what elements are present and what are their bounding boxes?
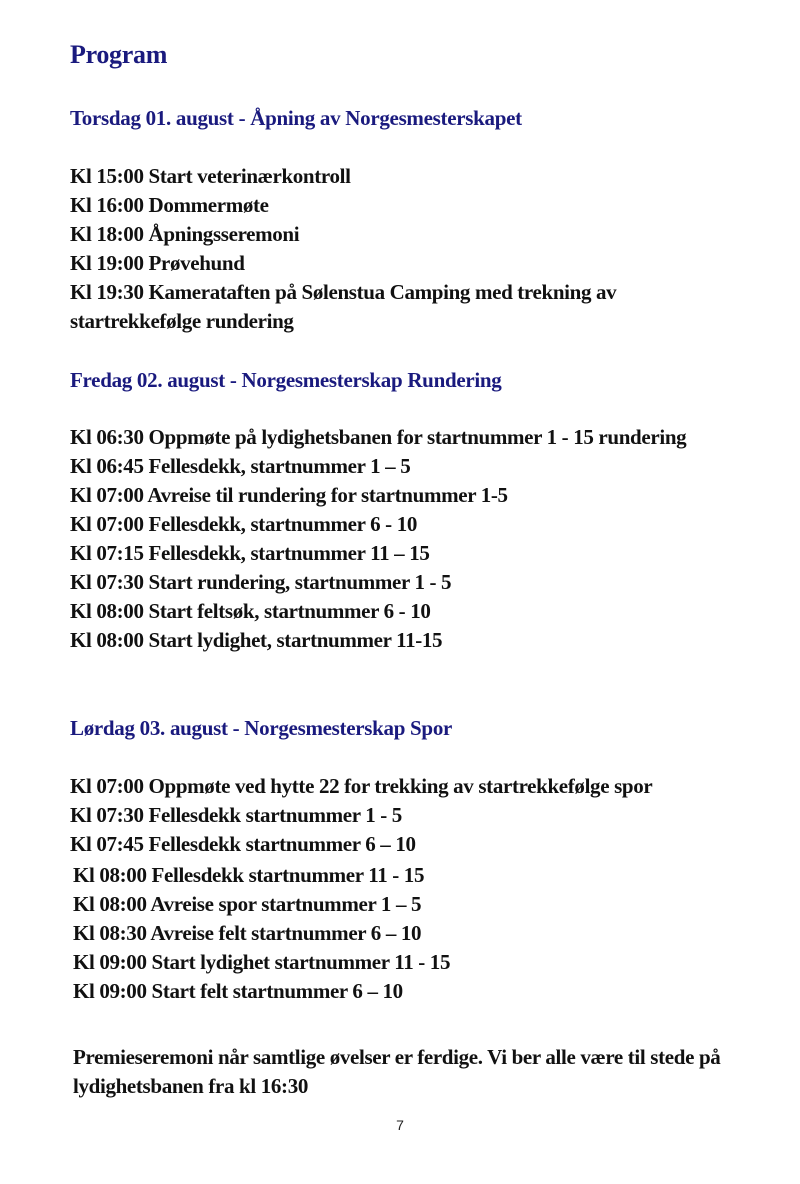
schedule-item: Kl 06:45 Fellesdekk, startnummer 1 – 5 <box>70 454 411 478</box>
schedule-item: Kl 07:00 Fellesdekk, startnummer 6 - 10 <box>70 512 418 536</box>
schedule-item: Kl 09:00 Start lydighet startnummer 11 - 15 <box>73 950 451 974</box>
schedule-item: Kl 07:30 Start rundering, startnummer 1 - 5 <box>70 570 452 594</box>
schedule-item: Kl 07:15 Fellesdekk, startnummer 11 – 15 <box>70 541 430 565</box>
schedule-item: Kl 08:00 Start lydighet, startnummer 11-15 <box>70 628 443 652</box>
schedule-item: Kl 16:00 Dommermøte <box>70 193 269 217</box>
page-number: 7 <box>396 1117 404 1133</box>
section-heading-friday: Fredag 02. august - Norgesmesterskap Rundering <box>70 368 502 392</box>
schedule-item: Kl 19:30 Kamerataften på Sølenstua Camping med trekning av startrekkefølge rundering <box>70 280 617 333</box>
schedule-item: Kl 15:00 Start veterinærkontroll <box>70 164 351 188</box>
schedule-item: Kl 08:00 Avreise spor startnummer 1 – 5 <box>73 892 422 916</box>
schedule-item: Kl 19:00 Prøvehund <box>70 251 245 275</box>
schedule-item: Kl 07:00 Oppmøte ved hytte 22 for trekking av startrekkefølge spor <box>70 774 653 798</box>
schedule-item: Kl 07:30 Fellesdekk startnummer 1 - 5 <box>70 803 402 827</box>
schedule-item: Kl 08:00 Fellesdekk startnummer 11 - 15 <box>73 863 425 887</box>
schedule-item: Kl 08:30 Avreise felt startnummer 6 – 10 <box>73 921 422 945</box>
section-heading-saturday: Lørdag 03. august - Norgesmesterskap Spor <box>70 716 453 740</box>
section-heading-thursday: Torsdag 01. august - Åpning av Norgesmesterskapet <box>70 106 522 130</box>
schedule-item: Kl 06:30 Oppmøte på lydighetsbanen for startnummer 1 - 15 rundering <box>70 425 687 449</box>
closing-note: Premieseremoni når samtlige øvelser er ferdige. Vi ber alle være til stede på lydighetsbanen fra kl 16:30 <box>73 1045 721 1098</box>
schedule-item: Kl 09:00 Start felt startnummer 6 – 10 <box>73 979 403 1003</box>
schedule-item: Kl 07:45 Fellesdekk startnummer 6 – 10 <box>70 832 416 856</box>
schedule-item: Kl 18:00 Åpningsseremoni <box>70 222 300 246</box>
schedule-item: Kl 07:00 Avreise til rundering for startnummer 1-5 <box>70 483 508 507</box>
page-title: Program <box>70 40 168 69</box>
schedule-item: Kl 08:00 Start feltsøk, startnummer 6 - 10 <box>70 599 431 623</box>
